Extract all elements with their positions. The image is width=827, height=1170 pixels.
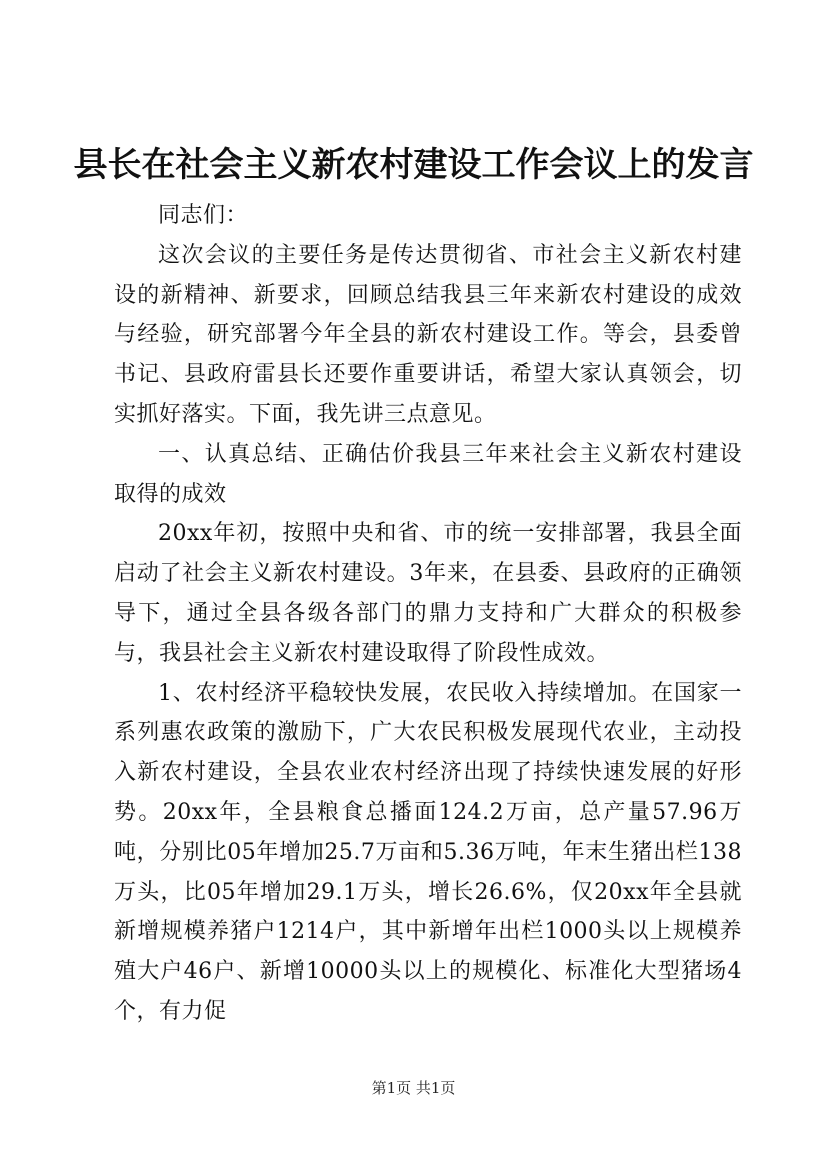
document-title: 县长在社会主义新农村建设工作会议上的发言 bbox=[73, 145, 754, 185]
salutation-paragraph: 同志们： bbox=[158, 203, 249, 228]
document-body bbox=[114, 196, 742, 1032]
intro-paragraph: 这次会议的主要任务是传达贯彻省、市社会主义新农村建设的新精神、新要求，回顾总结我县三年来新农村建设的成效与经验，研究部署今年全县的新农村建设工作。等会，县委曾书记、县政府雷县长还要作重要讲话，希望大家认真领会，切实抓好落实。下面，我先讲三点意见。 bbox=[114, 242, 742, 427]
section-1-paragraph: 20xx年初，按照中央和省、市的统一安排部署，我县全面启动了社会主义新农村建设。3年来，在县委、县政府的正确领导下，通过全县各级各部门的鼎力支持和广大群众的积极参与，我县社会主义新农村建设取得了阶段性成效。 bbox=[114, 521, 742, 666]
point-1-paragraph: 1、农村经济平稳较快发展，农民收入持续增加。在国家一系列惠农政策的激励下，广大农民积极发展现代农业，主动投入新农村建设，全县农业农村经济出现了持续快速发展的好形势。20xx年，全县粮食总播面124.2万亩，总产量57.96万吨，分别比05年增加25.7万亩和5.36万吨，年末生猪出栏138万头，比05年增加29.1万头，增长26.6%，仅20xx年全县就新增规模养猪户1214户，其中新增年出栏1000头以上规模养殖大户46户、新增10000头以上的规模化、标准化大型猪场4个，有力促 bbox=[114, 680, 742, 1024]
page-number-footer: 第1页 共1页 bbox=[371, 1079, 456, 1097]
section-heading-1: 一、认真总结、正确估价我县三年来社会主义新农村建设取得的成效 bbox=[114, 441, 742, 507]
